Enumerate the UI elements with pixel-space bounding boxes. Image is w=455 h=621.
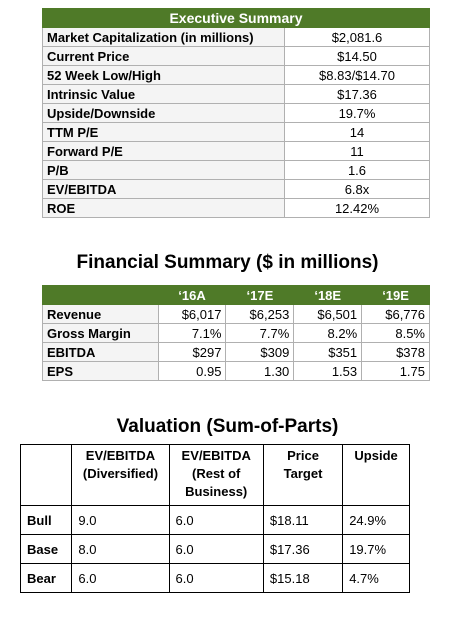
table-row [43, 324, 430, 343]
row-label: Current Price [43, 47, 285, 66]
year-header: ‘16A [158, 286, 226, 305]
table-row [43, 142, 430, 161]
valuation-table [20, 444, 410, 593]
row-label: ROE [43, 199, 285, 218]
row-label: Bull [21, 506, 72, 535]
financial-summary-title: Financial Summary ($ in millions) [76, 252, 379, 273]
column-header-rest-of-business [169, 445, 263, 506]
table-row [21, 506, 410, 535]
executive-summary-title: Executive Summary [43, 9, 430, 28]
table-row [43, 47, 430, 66]
header-blank-cell [21, 445, 72, 506]
header-blank-cell [43, 286, 159, 305]
header-line: EV/EBITDA [85, 448, 156, 463]
cell-value: $378 [362, 343, 430, 362]
financial-summary-header-row [43, 286, 430, 305]
table-row [21, 564, 410, 593]
cell-value: $6,253 [226, 305, 294, 324]
table-row [21, 535, 410, 564]
row-value: 6.8x [285, 180, 430, 199]
cell-value: 6.0 [72, 564, 169, 593]
cell-value: 8.5% [362, 324, 430, 343]
cell-value: 9.0 [72, 506, 169, 535]
row-label: Base [21, 535, 72, 564]
year-header: ‘19E [362, 286, 430, 305]
header-line: Upside [354, 448, 398, 463]
row-value: 14 [285, 123, 430, 142]
row-value: 19.7% [285, 104, 430, 123]
header-line: (Rest of [192, 466, 241, 481]
table-row [43, 104, 430, 123]
column-header-diversified [72, 445, 169, 506]
row-label: 52 Week Low/High [43, 66, 285, 85]
executive-summary-header-row [43, 9, 430, 28]
table-row [43, 28, 430, 47]
header-line: Target [283, 466, 323, 481]
cell-value: 0.95 [158, 362, 226, 381]
table-row [43, 161, 430, 180]
cell-value: $297 [158, 343, 226, 362]
row-label: EPS [43, 362, 159, 381]
cell-value: $309 [226, 343, 294, 362]
year-header: ‘17E [226, 286, 294, 305]
header-line: EV/EBITDA [181, 448, 251, 463]
row-value: 1.6 [285, 161, 430, 180]
cell-value: $6,501 [294, 305, 362, 324]
row-label: Market Capitalization (in millions) [43, 28, 285, 47]
cell-value: 1.53 [294, 362, 362, 381]
column-header-upside [343, 445, 410, 506]
cell-value: $6,017 [158, 305, 226, 324]
cell-value: 8.2% [294, 324, 362, 343]
row-value: $8.83/$14.70 [285, 66, 430, 85]
table-row [43, 362, 430, 381]
table-row [43, 123, 430, 142]
row-value: 12.42% [285, 199, 430, 218]
cell-value: 6.0 [169, 564, 263, 593]
row-label: EBITDA [43, 343, 159, 362]
column-header-price-target [263, 445, 342, 506]
cell-value: 7.7% [226, 324, 294, 343]
row-label: Forward P/E [43, 142, 285, 161]
row-label: TTM P/E [43, 123, 285, 142]
financial-summary-table [42, 285, 430, 381]
valuation-header-row [21, 445, 410, 506]
row-value: $14.50 [285, 47, 430, 66]
year-header: ‘18E [294, 286, 362, 305]
cell-value: 7.1% [158, 324, 226, 343]
row-label: Revenue [43, 305, 159, 324]
row-label: EV/EBITDA [43, 180, 285, 199]
row-label: Bear [21, 564, 72, 593]
table-row [43, 66, 430, 85]
cell-value: $18.11 [263, 506, 342, 535]
valuation-title: Valuation (Sum-of-Parts) [116, 416, 339, 437]
table-row [43, 343, 430, 362]
table-row [43, 199, 430, 218]
cell-value: $15.18 [263, 564, 342, 593]
cell-value: 6.0 [169, 506, 263, 535]
row-label: Gross Margin [43, 324, 159, 343]
header-line: (Diversified) [82, 466, 159, 481]
cell-value: $6,776 [362, 305, 430, 324]
cell-value: 1.30 [226, 362, 294, 381]
row-value: $17.36 [285, 85, 430, 104]
cell-value: 4.7% [343, 564, 410, 593]
cell-value: 24.9% [343, 506, 410, 535]
row-label: Intrinsic Value [43, 85, 285, 104]
cell-value: 6.0 [169, 535, 263, 564]
header-line: Business) [185, 484, 248, 499]
row-label: Upside/Downside [43, 104, 285, 123]
cell-value: 1.75 [362, 362, 430, 381]
cell-value: $351 [294, 343, 362, 362]
row-value: 11 [285, 142, 430, 161]
header-line: Price [287, 448, 319, 463]
table-row [43, 85, 430, 104]
row-label: P/B [43, 161, 285, 180]
cell-value: $17.36 [263, 535, 342, 564]
executive-summary-table [42, 8, 430, 218]
table-row [43, 305, 430, 324]
row-value: $2,081.6 [285, 28, 430, 47]
cell-value: 19.7% [343, 535, 410, 564]
cell-value: 8.0 [72, 535, 169, 564]
table-row [43, 180, 430, 199]
